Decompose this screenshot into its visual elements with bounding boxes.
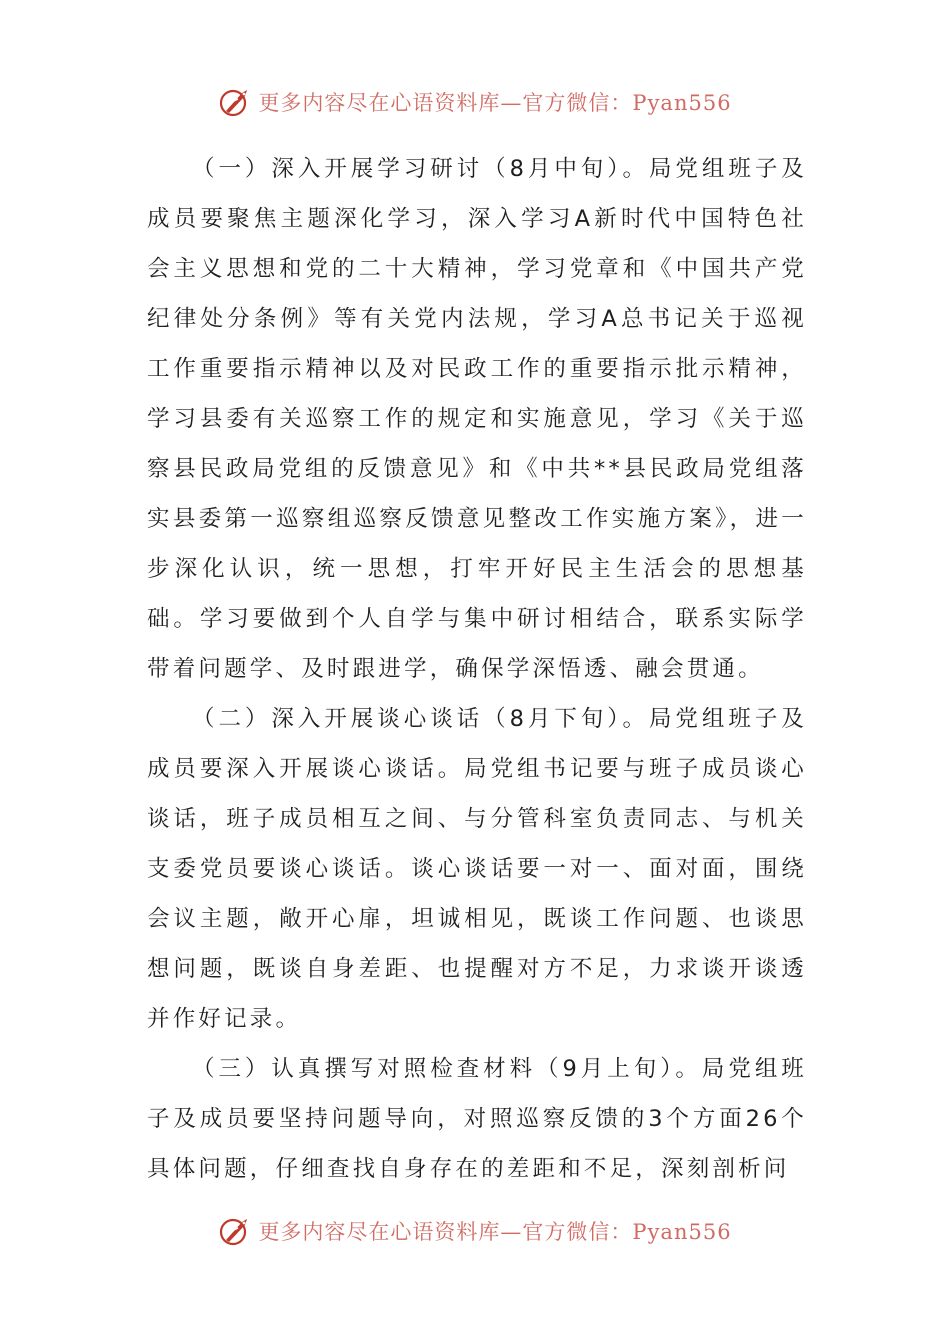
pen-nib-logo-icon [218, 1214, 252, 1248]
paragraph-2: （二）深入开展谈心谈话（8月下旬）。局党组班子及成员要深入开展谈心谈话。局党组书记要与班子成员谈心谈话，班子成员相互之间、与分管科室负责同志、与机关支委党员要谈心谈话。谈心谈话要一对一、面对面，围绕会议主题，敞开心扉，坦诚相见，既谈工作问题、也谈思想问题，既谈自身差距、也提醒对方不足，力求谈开谈透并作好记录。 [147, 706, 807, 1032]
footer-watermark [0, 1209, 950, 1253]
paragraph-1: （一）深入开展学习研讨（8月中旬）。局党组班子及成员要聚焦主题深化学习，深入学习A新时代中国特色社会主义思想和党的二十大精神，学习党章和《中国共产党纪律处分条例》等有关党内法规，学习A总书记关于巡视工作重要指示精神以及对民政工作的重要指示批示精神，学习县委有关巡察工作的规定和实施意见，学习《关于巡察县民政局党组的反馈意见》和《中共**县民政局党组落实县委第一巡察组巡察反馈意见整改工作实施方案》，进一步深化认识，统一思想，打牢开好民主生活会的思想基础。学习要做到个人自学与集中研讨相结合，联系实际学带着问题学、及时跟进学，确保学深悟透、融会贯通。 [147, 156, 807, 682]
paragraph-3: （三）认真撰写对照检查材料（9月上旬）。局党组班子及成员要坚持问题导向，对照巡察反馈的3个方面26个具体问题，仔细查找自身存在的差距和不足，深刻剖析问 [147, 1056, 807, 1182]
header-watermark-text: 更多内容尽在心语资料库—官方微信：Pyan556 [258, 91, 732, 115]
footer-watermark-text: 更多内容尽在心语资料库—官方微信：Pyan556 [258, 1220, 732, 1244]
pen-nib-logo-icon [218, 85, 252, 119]
header-watermark [0, 80, 950, 124]
document-body [147, 144, 807, 1194]
